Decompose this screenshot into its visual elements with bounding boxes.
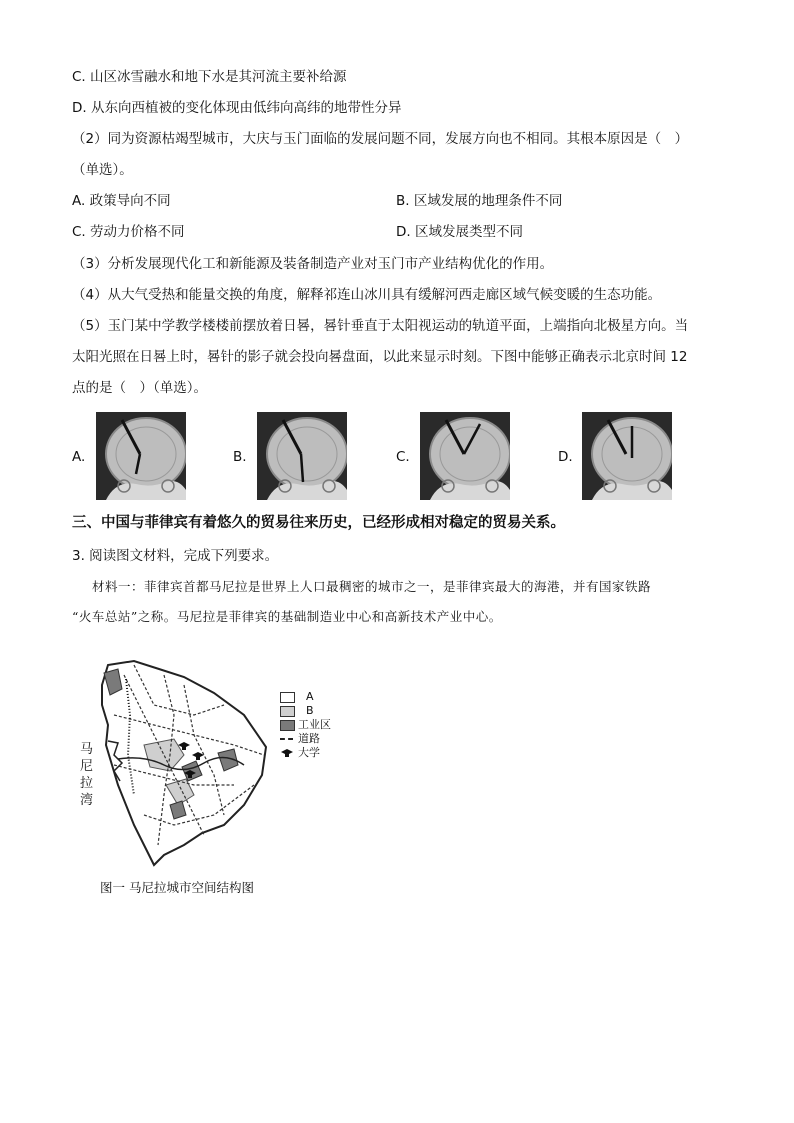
question-3-text: （3）分析发展现代化工和新能源及装备制造产业对玉门市产业结构优化的作用。: [72, 256, 554, 272]
map-caption: 图一 马尼拉城市空间结构图: [100, 880, 254, 895]
graduation-cap-icon: [280, 747, 294, 763]
sundial-option-d-label: D.: [558, 449, 573, 465]
sundial-option-c-label: C.: [396, 449, 410, 465]
question-2-option-a: A. 政策导向不同: [72, 193, 171, 209]
question-5-line2: 太阳光照在日晷上时，晷针的影子就会投向晷盘面，以此来显示时刻。下图中能够正确表示北京时间 12: [72, 349, 688, 365]
manila-bay-label: 马 尼 拉 湾: [80, 742, 94, 808]
question-5-line3: 点的是（ ）（单选）。: [72, 380, 207, 396]
road-line-icon: [280, 738, 293, 740]
sundial-option-b-label: B.: [233, 449, 247, 465]
sundial-image-c: [420, 412, 510, 500]
legend-item-a: A: [280, 690, 370, 704]
question-2-option-b: B. 区域发展的地理条件不同: [396, 193, 563, 209]
legend-swatch-b: [280, 706, 295, 717]
sundial-image-b: [257, 412, 347, 500]
material-1-line2: “火车总站”之称。马尼拉是菲律宾的基础制造业中心和高新技术产业中心。: [72, 609, 502, 624]
question-2-option-c: C. 劳动力价格不同: [72, 224, 185, 240]
option-d-text: D. 从东向西植被的变化体现由低纬向高纬的地带性分异: [72, 100, 402, 116]
question-4-text: （4）从大气受热和能量交换的角度，解释祁连山冰川具有缓解河西走廊区域气候变暖的生态功能。: [72, 287, 662, 303]
question-3-intro: 3. 阅读图文材料，完成下列要求。: [72, 548, 279, 564]
question-2-line1: （2）同为资源枯竭型城市，大庆与玉门面临的发展问题不同，发展方向也不相同。其根本原因是（ ）: [72, 131, 689, 147]
question-5-line1: （5）玉门某中学教学楼楼前摆放着日晷，晷针垂直于太阳视运动的轨道平面，上端指向北极星方向。当: [72, 318, 689, 334]
sundial-image-a: [96, 412, 186, 500]
legend-item-road: 道路: [280, 732, 370, 746]
sundial-option-a-label: A.: [72, 449, 86, 465]
legend-item-b: B: [280, 704, 370, 718]
legend-item-university: 大学: [280, 746, 370, 760]
legend-swatch-industrial: [280, 720, 295, 731]
sundial-image-d: [582, 412, 672, 500]
question-2-line2: （单选）。: [72, 162, 133, 178]
legend-item-industrial: 工业区: [280, 718, 370, 732]
manila-map: [74, 655, 274, 867]
option-c-text: C. 山区冰雪融水和地下水是其河流主要补给源: [72, 69, 347, 85]
question-2-option-d: D. 区域发展类型不同: [396, 224, 523, 240]
legend-swatch-a: [280, 692, 295, 703]
material-1-line1: 材料一：菲律宾首都马尼拉是世界上人口最稠密的城市之一，是菲律宾最大的海港，并有国家铁路: [92, 579, 652, 594]
section-3-title: 三、中国与菲律宾有着悠久的贸易往来历史，已经形成相对稳定的贸易关系。: [72, 515, 565, 531]
map-legend: [280, 690, 370, 765]
